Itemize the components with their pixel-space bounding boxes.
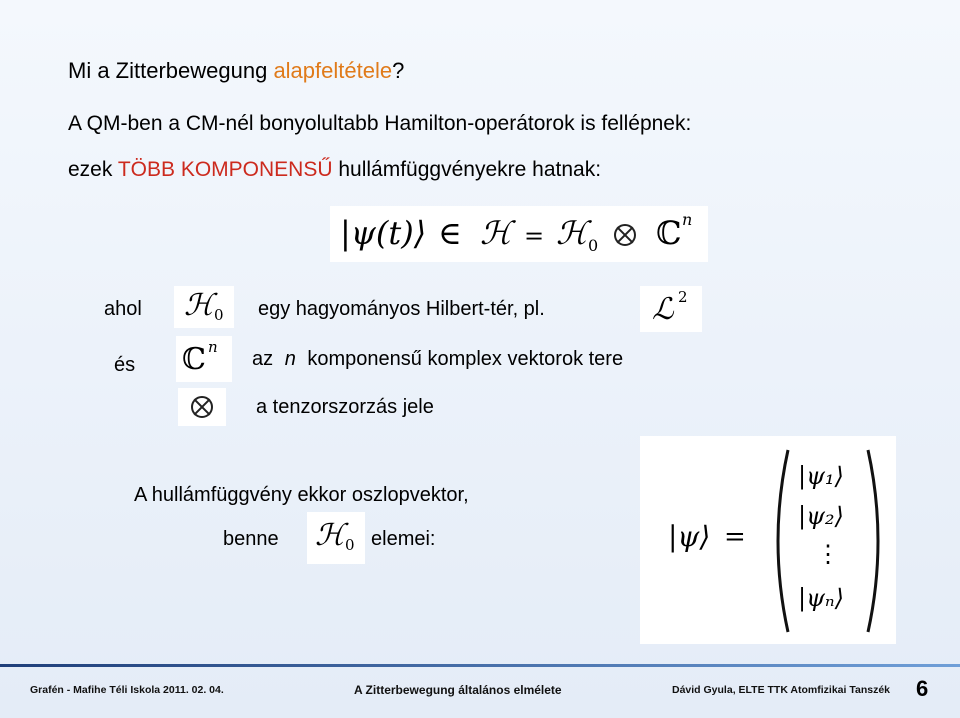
def-example-L2 xyxy=(640,286,702,332)
footer-left: Grafén - Mafihe Téli Iskola 2011. 02. 04. xyxy=(30,684,224,696)
column-symbol-H0 xyxy=(307,512,365,564)
def-symbol-otimes xyxy=(178,388,226,426)
def-symbol-H0 xyxy=(174,286,234,328)
title-highlight: alapfeltétele xyxy=(273,58,393,83)
def-symbol-Cn xyxy=(176,336,232,382)
def-text-vectors: komponensű komplex vektorok tere xyxy=(307,348,624,370)
formula-H: ℋ xyxy=(480,214,512,252)
title-suffix: ? xyxy=(392,58,405,83)
vector-entry-n: |ψₙ⟩ xyxy=(798,584,844,612)
def-text-hilbert: egy hagyományos Hilbert-tér, pl. xyxy=(258,298,545,320)
def-L-letter: ℒ xyxy=(652,292,674,327)
formula-H0-sub: 0 xyxy=(588,236,599,255)
otimes-icon xyxy=(191,396,213,418)
formula-eq: = xyxy=(524,222,545,250)
def-H0-sub: 0 xyxy=(214,306,224,324)
footer-right: Dávid Gyula, ELTE TTK Atomfizikai Tanszék xyxy=(672,684,891,696)
def-lead-es: és xyxy=(114,354,136,376)
column-vector-formula xyxy=(640,436,896,644)
line2-suffix: hullámfüggvényekre hatnak: xyxy=(332,158,602,181)
def-L-sup: 2 xyxy=(678,288,688,306)
column-elemei: elemei: xyxy=(371,528,436,550)
formula-C-sup: n xyxy=(682,210,693,229)
formula-H0: ℋ xyxy=(556,214,588,252)
column-vector-line: A hullámfüggvény ekkor oszlopvektor, xyxy=(134,484,469,506)
def-C-letter: ℂ xyxy=(182,342,206,377)
column-H-letter: ℋ xyxy=(315,518,345,553)
formula-psi-t: |ψ(t)⟩ xyxy=(340,214,427,252)
intro-line: A QM-ben a CM-nél bonyolultabb Hamilton-operátorok is fellépnek: xyxy=(68,112,692,135)
line2-prefix: ezek xyxy=(68,158,118,181)
def-text-n: n xyxy=(284,348,296,370)
vector-entry-2: |ψ₂⟩ xyxy=(798,502,844,530)
formula-C: ℂ xyxy=(656,214,682,252)
def-text-az: az xyxy=(252,348,274,370)
title-prefix: Mi a Zitterbewegung xyxy=(68,58,274,83)
tensor-product-icon xyxy=(614,224,636,246)
vector-eq: = xyxy=(724,522,746,552)
hilbert-space-formula xyxy=(330,206,708,262)
formula-in: ∈ xyxy=(438,214,462,252)
def-C-sup: n xyxy=(208,338,218,356)
def-text-complex xyxy=(252,348,623,371)
vector-entry-dots: ⋮ xyxy=(816,540,840,568)
column-benne: benne xyxy=(223,528,279,550)
line2-highlight: TÖBB KOMPONENSŰ xyxy=(117,158,333,181)
multicomponent-line xyxy=(68,158,601,182)
vector-lhs: |ψ⟩ xyxy=(668,520,711,553)
footer-center: A Zitterbewegung általános elmélete xyxy=(354,683,562,697)
vector-entry-1: |ψ₁⟩ xyxy=(798,462,844,490)
page-number: 6 xyxy=(916,676,929,701)
def-H0-letter: ℋ xyxy=(184,288,214,323)
def-text-tensor: a tenzorszorzás jele xyxy=(256,396,434,418)
slide-title xyxy=(68,58,404,84)
footer-bar xyxy=(0,664,960,667)
column-H-sub: 0 xyxy=(345,536,355,554)
def-lead-ahol: ahol xyxy=(104,298,142,320)
